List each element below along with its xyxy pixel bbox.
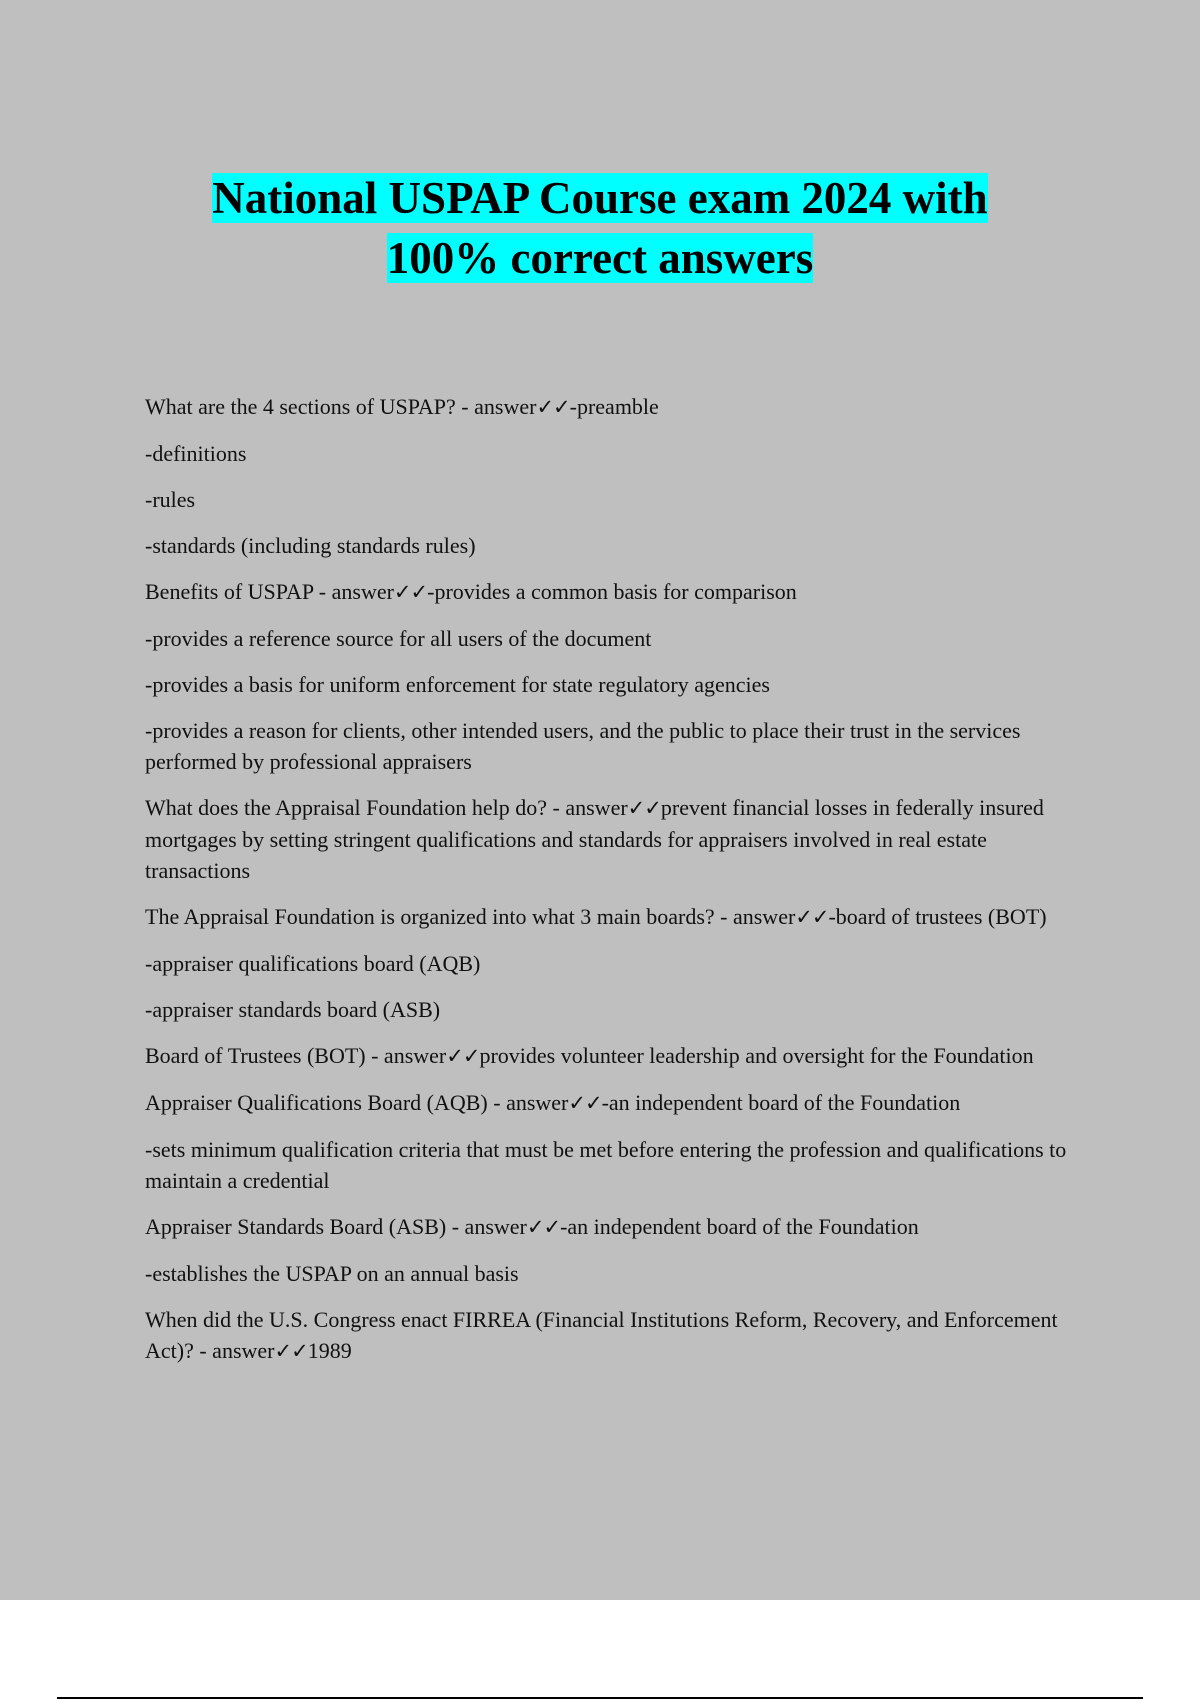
question-text: When did the U.S. Congress enact FIRREA (Financial Institutions Reform, Recovery, and Enforcement Act)? - answer [145, 1307, 1058, 1363]
list-item: -provides a basis for uniform enforcement for state regulatory agencies [145, 672, 770, 697]
qa-paragraph [145, 576, 1095, 608]
answer-text: 1989 [307, 1338, 352, 1363]
list-item: -appraiser standards board (ASB) [145, 997, 441, 1022]
check-mark-icon: ✓✓ [795, 905, 829, 929]
check-mark-icon: ✓✓ [568, 1091, 602, 1115]
check-mark-icon: ✓✓ [393, 580, 428, 604]
answer-text: -an independent board of the Foundation [560, 1214, 919, 1239]
answer-text: -board of trustees (BOT) [828, 904, 1047, 929]
question-text: Board of Trustees (BOT) - answer [145, 1043, 447, 1068]
qa-paragraph [145, 792, 1095, 886]
check-mark-icon: ✓✓ [274, 1339, 308, 1363]
question-text: The Appraisal Foundation is organized into what 3 main boards? - answer [145, 904, 796, 929]
list-item: -provides a reason for clients, other intended users, and the public to place their trust in the services performed by professional appraisers [145, 718, 1021, 774]
document-body [145, 391, 1095, 1382]
answer-text: provides volunteer leadership and oversight for the Foundation [479, 1043, 1034, 1068]
check-mark-icon: ✓✓ [526, 1215, 561, 1239]
question-text: Benefits of USPAP - answer [145, 579, 394, 604]
answer-text: -an independent board of the Foundation [601, 1090, 961, 1115]
question-text: Appraiser Qualifications Board (AQB) - answer [145, 1090, 569, 1115]
qa-paragraph [145, 1040, 1095, 1072]
question-text: What are the 4 sections of USPAP? - answer [145, 394, 537, 419]
check-mark-icon: ✓✓ [627, 796, 661, 820]
qa-paragraph [145, 1211, 1095, 1243]
list-item: -appraiser qualifications board (AQB) [145, 951, 481, 976]
qa-paragraph [145, 1304, 1095, 1367]
question-text: Appraiser Standards Board (ASB) - answer [145, 1214, 527, 1239]
list-item: -rules [145, 487, 196, 512]
question-text: What does the Appraisal Foundation help do? - answer [145, 795, 628, 820]
check-mark-icon: ✓✓ [446, 1044, 480, 1068]
footer-divider [57, 1697, 1143, 1699]
qa-paragraph [145, 391, 1095, 423]
list-item: -definitions [145, 441, 247, 466]
answer-text: -preamble [569, 394, 659, 419]
qa-paragraph [145, 1087, 1095, 1119]
title-line-1: National USPAP Course exam 2024 with [212, 173, 988, 223]
check-mark-icon: ✓✓ [536, 395, 570, 419]
document-title [0, 168, 1200, 288]
list-item: -sets minimum qualification criteria that must be met before entering the profession and qualifications to maintain a credential [145, 1137, 1067, 1193]
title-line-2: 100% correct answers [386, 233, 814, 283]
answer-text: prevent financial losses in federally insured mortgages by setting stringent qualifications and standards for appraisers involved in real estate transactions [145, 795, 1044, 883]
list-item: -provides a reference source for all users of the document [145, 626, 652, 651]
qa-paragraph [145, 901, 1095, 933]
answer-text: -provides a common basis for comparison [427, 579, 797, 604]
list-item: -standards (including standards rules) [145, 533, 476, 558]
list-item: -establishes the USPAP on an annual basis [145, 1261, 519, 1286]
